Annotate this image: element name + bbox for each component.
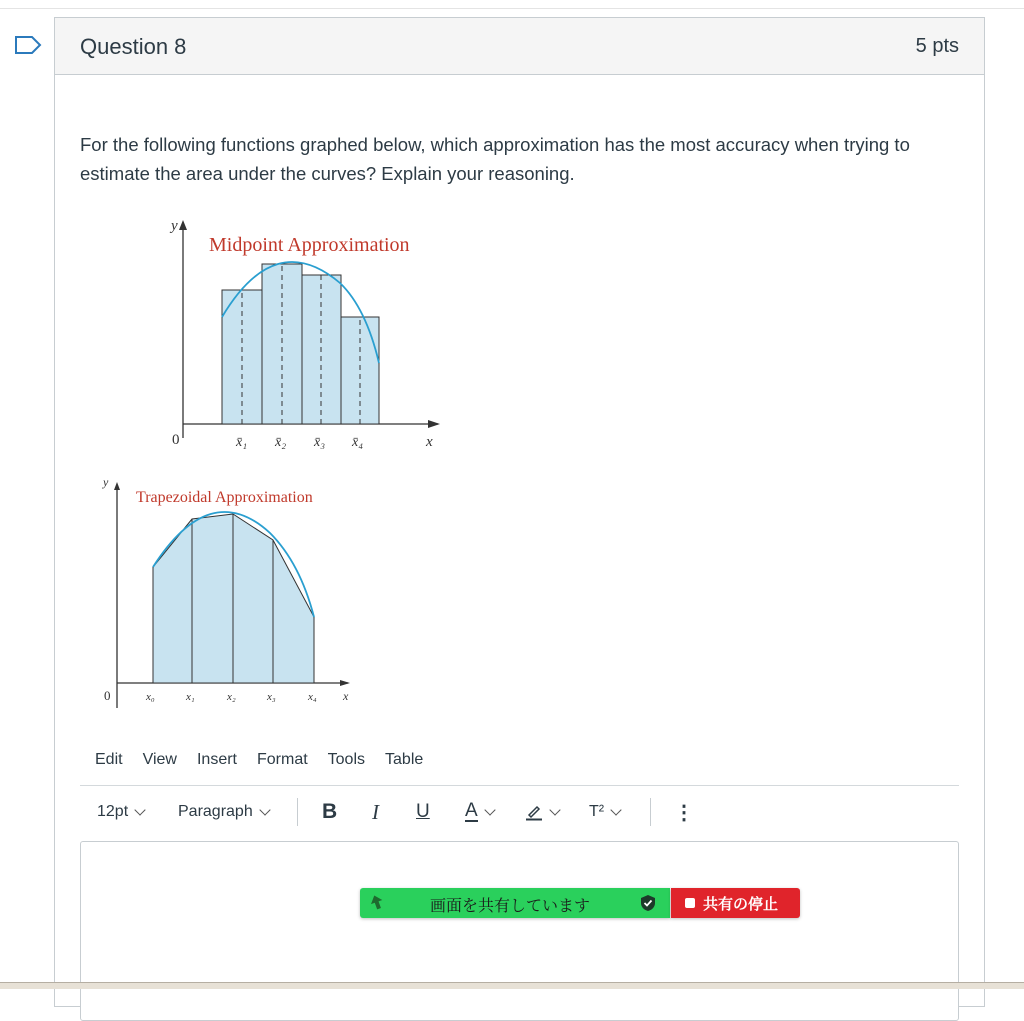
trapezoid-y-label: y	[103, 475, 109, 489]
text-color-icon: A	[465, 800, 478, 821]
svg-text:x₁: x₁	[186, 691, 195, 703]
italic-button[interactable]: I	[372, 799, 379, 824]
share-status-text: 画面を共有しています	[430, 898, 591, 915]
question-card	[54, 17, 985, 1007]
block-format-value: Paragraph	[178, 803, 253, 820]
toolbar-separator	[650, 798, 651, 826]
svg-text:x̄₄: x̄₄	[352, 435, 364, 450]
more-options-button[interactable]: ⋮	[674, 801, 694, 824]
midpoint-origin: 0	[172, 432, 180, 448]
trapezoid-x-label: x	[343, 689, 349, 703]
question-text: For the following functions graphed below, which approximation has the most accuracy when trying to estimate the area under the curves? Explain your reasoning.	[80, 134, 910, 184]
editor-toolbar	[95, 798, 975, 826]
answer-editor[interactable]	[80, 841, 959, 1021]
question-points: 5 pts	[915, 35, 959, 57]
block-format-select[interactable]	[178, 798, 269, 826]
menu-tools[interactable]: Tools	[327, 751, 366, 768]
svg-text:x̄₂: x̄₂	[275, 435, 287, 450]
trapezoid-title: Trapezoidal Approximation	[136, 489, 313, 506]
share-arrow-icon	[368, 893, 386, 913]
chevron-down-icon	[134, 804, 145, 815]
svg-text:x₄: x₄	[308, 691, 317, 703]
question-title: Question 8	[80, 34, 187, 59]
toolbar-separator	[297, 798, 298, 826]
bold-button[interactable]: B	[322, 800, 338, 823]
svg-text:x₂: x₂	[227, 691, 236, 703]
menu-insert[interactable]: Insert	[196, 751, 237, 768]
menu-table[interactable]: Table	[385, 751, 424, 768]
midpoint-rectangles	[222, 264, 379, 424]
question-header	[55, 18, 984, 75]
shield-check-icon	[640, 894, 656, 912]
menu-format[interactable]: Format	[256, 751, 308, 768]
stop-sharing-label: 共有の停止	[703, 896, 779, 913]
chevron-down-icon	[259, 804, 270, 815]
svg-text:x₃: x₃	[267, 691, 276, 703]
svg-text:x̄₃: x̄₃	[314, 435, 326, 450]
midpoint-chart	[169, 218, 440, 450]
superscript-button[interactable]	[589, 798, 620, 826]
highlight-color-button[interactable]	[525, 798, 559, 826]
menu-edit[interactable]: Edit	[95, 751, 123, 768]
highlighter-icon	[525, 803, 543, 821]
midpoint-title: Midpoint Approximation	[209, 234, 410, 256]
text-color-button[interactable]	[465, 798, 494, 826]
superscript-icon: T²	[589, 803, 605, 820]
chevron-down-icon	[610, 804, 621, 815]
chevron-down-icon	[549, 804, 560, 815]
midpoint-x-label: x	[426, 434, 433, 450]
trapezoid-chart	[102, 475, 350, 708]
font-size-select[interactable]	[97, 798, 144, 826]
svg-text:x̄₁: x̄₁	[236, 435, 248, 450]
editor-menubar	[95, 751, 443, 777]
midpoint-y-label: y	[171, 218, 178, 234]
menubar-divider	[80, 785, 959, 786]
stop-icon	[685, 898, 695, 908]
top-divider	[0, 8, 1024, 9]
svg-text:x₀: x₀	[146, 691, 155, 703]
underline-button[interactable]: U	[416, 801, 430, 822]
trapezoid-origin: 0	[104, 688, 111, 703]
screen-share-bar	[360, 888, 670, 918]
stop-sharing-button[interactable]	[671, 888, 800, 918]
menu-view[interactable]: View	[142, 751, 177, 768]
font-size-value: 12pt	[97, 803, 129, 820]
chevron-down-icon	[484, 804, 495, 815]
flag-question-icon[interactable]	[14, 35, 42, 55]
approximation-figure	[100, 208, 460, 718]
